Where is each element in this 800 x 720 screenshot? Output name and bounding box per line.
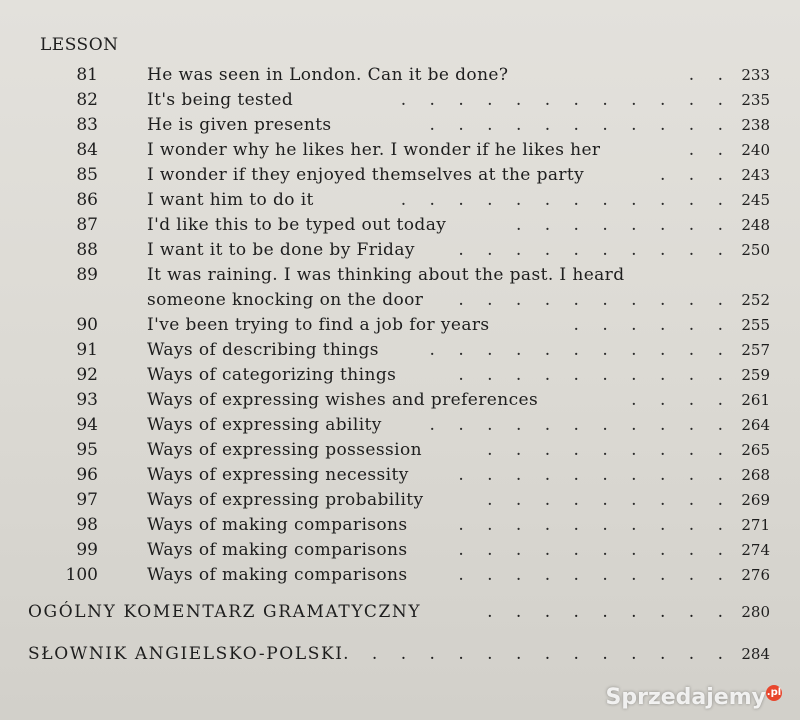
lesson-title: It was raining. I was thinking about the past. I heard <box>147 265 625 285</box>
leader-dots: . . . . . . . . . . . . <box>400 190 732 210</box>
lesson-number: 90 <box>76 315 98 335</box>
lesson-number: 81 <box>76 65 98 85</box>
page-number: 284 <box>741 645 770 663</box>
lesson-title: I want it to be done by Friday <box>147 240 415 260</box>
toc-row <box>0 464 800 486</box>
appendix-title: SŁOWNIK ANGIELSKO-POLSKI <box>28 644 344 664</box>
toc-row <box>0 389 800 411</box>
lesson-number: 83 <box>76 115 98 135</box>
toc-row <box>0 539 800 561</box>
lesson-title: Ways of expressing wishes and preferences <box>147 390 539 410</box>
toc-row <box>0 89 800 111</box>
toc-row <box>0 289 800 311</box>
lesson-title: I wonder why he likes her. I wonder if he likes her <box>147 140 601 160</box>
page-number: 245 <box>741 191 770 209</box>
watermark-text: Sprzedajemy <box>605 685 766 710</box>
watermark-badge: .pl <box>766 685 782 701</box>
toc-row <box>0 114 800 136</box>
toc-row <box>0 339 800 361</box>
page-number: 271 <box>741 516 770 534</box>
lesson-number: 89 <box>76 265 98 285</box>
leader-dots: . . . . . . . . . <box>487 602 732 622</box>
lesson-title: He is given presents <box>147 115 332 135</box>
lesson-number: 99 <box>76 540 98 560</box>
page-number: 280 <box>741 603 770 621</box>
section-heading: LESSON <box>40 35 119 55</box>
lesson-title: It's being tested <box>147 90 294 110</box>
page-number: 265 <box>741 441 770 459</box>
leader-dots: . . . . . . . . . <box>487 440 732 460</box>
page-number: 243 <box>741 166 770 184</box>
toc-row <box>0 164 800 186</box>
page-number: 233 <box>741 66 770 84</box>
lesson-number: 85 <box>76 165 98 185</box>
leader-dots: . . . . . . . . . . <box>458 515 732 535</box>
watermark-logo <box>606 685 783 710</box>
leader-dots: . . . . . . . . <box>515 215 732 235</box>
lesson-number: 88 <box>76 240 98 260</box>
appendix-row <box>0 600 800 624</box>
lesson-title: Ways of describing things <box>147 340 379 360</box>
page-number: 269 <box>741 491 770 509</box>
lesson-number: 92 <box>76 365 98 385</box>
toc-row <box>0 414 800 436</box>
lesson-number: 97 <box>76 490 98 510</box>
leader-dots: . . . . . . . . . . <box>458 465 732 485</box>
lesson-number: 100 <box>65 565 98 585</box>
lesson-number: 82 <box>76 90 98 110</box>
lesson-title: Ways of making comparisons <box>147 540 408 560</box>
leader-dots: . . . . . . . . . . <box>458 290 732 310</box>
lesson-number: 98 <box>76 515 98 535</box>
page-number: 268 <box>741 466 770 484</box>
leader-dots: . . <box>688 140 732 160</box>
leader-dots: . . <box>688 65 732 85</box>
leader-dots: . . . . . . . . . . <box>458 365 732 385</box>
leader-dots: . . . . . . . . . . <box>458 565 732 585</box>
lesson-title: I'd like this to be typed out today <box>147 215 447 235</box>
lesson-title: Ways of expressing possession <box>147 440 422 460</box>
page-number: 252 <box>741 291 770 309</box>
toc-row <box>0 264 800 286</box>
lesson-number: 87 <box>76 215 98 235</box>
lesson-title: I want him to do it <box>147 190 314 210</box>
leader-dots: . . . . <box>631 390 732 410</box>
lesson-title: Ways of expressing necessity <box>147 465 409 485</box>
page-number: 259 <box>741 366 770 384</box>
lesson-title: I've been trying to find a job for years <box>147 315 490 335</box>
lesson-number: 94 <box>76 415 98 435</box>
page-number: 235 <box>741 91 770 109</box>
lesson-title: Ways of expressing ability <box>147 415 382 435</box>
leader-dots: . . . . . . . . . <box>487 490 732 510</box>
leader-dots: . . . . . . . . . . . . <box>400 90 732 110</box>
lesson-number: 96 <box>76 465 98 485</box>
leader-dots: . . . . . . . . . . . . . . <box>343 644 732 664</box>
lesson-title: someone knocking on the door <box>147 290 424 310</box>
lesson-number: 86 <box>76 190 98 210</box>
leader-dots: . . . . . . . . . . <box>458 240 732 260</box>
page-number: 276 <box>741 566 770 584</box>
toc-row <box>0 214 800 236</box>
appendix-title: OGÓLNY KOMENTARZ GRAMATYCZNY <box>28 602 422 622</box>
toc-row <box>0 314 800 336</box>
lesson-title: Ways of categorizing things <box>147 365 397 385</box>
toc-row <box>0 514 800 536</box>
page-number: 240 <box>741 141 770 159</box>
lesson-number: 93 <box>76 390 98 410</box>
lesson-title: Ways of making comparisons <box>147 565 408 585</box>
page-number: 255 <box>741 316 770 334</box>
page-number: 238 <box>741 116 770 134</box>
toc-row <box>0 489 800 511</box>
page-number: 261 <box>741 391 770 409</box>
lesson-title: I wonder if they enjoyed themselves at the party <box>147 165 585 185</box>
lesson-title: Ways of making comparisons <box>147 515 408 535</box>
appendix-row <box>0 642 800 666</box>
leader-dots: . . . . . . . . . . . <box>429 115 732 135</box>
toc-row <box>0 564 800 586</box>
leader-dots: . . . . . . <box>573 315 732 335</box>
toc-row <box>0 439 800 461</box>
toc-row <box>0 239 800 261</box>
toc-row <box>0 139 800 161</box>
toc-row <box>0 64 800 86</box>
lesson-number: 95 <box>76 440 98 460</box>
lesson-number: 84 <box>76 140 98 160</box>
page-number: 264 <box>741 416 770 434</box>
lesson-title: He was seen in London. Can it be done? <box>147 65 509 85</box>
leader-dots: . . . . . . . . . . . <box>429 415 732 435</box>
leader-dots: . . . . . . . . . . . <box>429 340 732 360</box>
page-number: 250 <box>741 241 770 259</box>
page-number: 257 <box>741 341 770 359</box>
leader-dots: . . . . . . . . . . <box>458 540 732 560</box>
toc-row <box>0 189 800 211</box>
toc-row <box>0 364 800 386</box>
page-number: 248 <box>741 216 770 234</box>
lesson-title: Ways of expressing probability <box>147 490 424 510</box>
lesson-number: 91 <box>76 340 98 360</box>
leader-dots: . . . <box>659 165 732 185</box>
page-number: 274 <box>741 541 770 559</box>
